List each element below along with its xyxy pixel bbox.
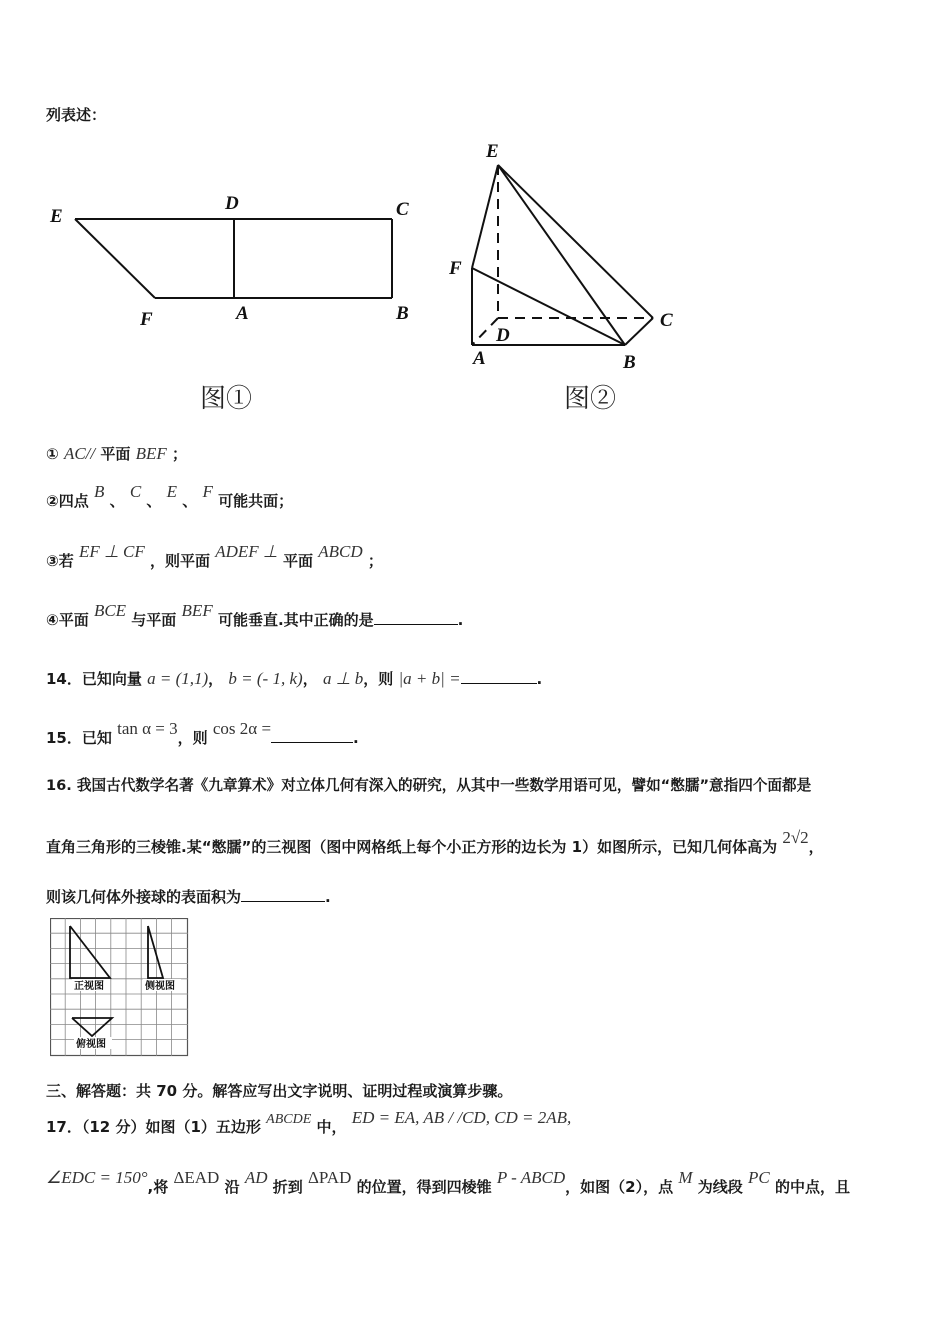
statement-3-num: ③ <box>46 552 59 570</box>
fig1-label-c: C <box>396 199 409 220</box>
fig2-label-b: B <box>623 352 636 373</box>
statement-4-text-3: 可能垂直.其中正确的是 <box>217 611 374 629</box>
q16-answer-blank <box>241 900 325 902</box>
statement-2-point-c: C <box>129 482 142 501</box>
fig2-label-a: A <box>473 348 486 369</box>
q14-sep-1: ， <box>208 670 224 688</box>
statement-4-text-2: 与平面 <box>131 611 177 629</box>
fig1-label-b: B <box>396 303 409 324</box>
q17-text-7: ，如图（2），点 <box>565 1178 674 1196</box>
statement-4-math-bce: BCE <box>93 601 127 620</box>
q17-line-2 <box>46 1168 850 1197</box>
fig2-edge-da-hidden <box>472 318 498 345</box>
side-view-label: 侧视图 <box>145 981 175 992</box>
q14-answer-blank <box>461 682 537 684</box>
statement-2-point-b: B <box>93 482 105 501</box>
fig1-label-e: E <box>50 206 63 227</box>
fig1-label-d: D <box>225 193 239 214</box>
statement-4-num: ④ <box>46 611 59 629</box>
q17-text-1: 如图（1）五边形 <box>145 1118 261 1136</box>
fig2-label-c: C <box>660 310 673 331</box>
q15-answer-blank <box>271 741 353 743</box>
q17-text-8: 为线段 <box>697 1178 743 1196</box>
fig2-label-f: F <box>449 258 462 279</box>
statement-3-end: ； <box>367 552 383 570</box>
q16-line-2-text: 直角三角形的三棱锥.某“憋臑”的三视图（图中网格纸上每个小正方形的边长为 1）如图所示，已知几何体高为 <box>46 838 778 856</box>
q17-text-4: 沿 <box>224 1178 240 1196</box>
fig1-label-a: A <box>236 303 249 324</box>
statement-3-math-ef-cf: EF ⊥ CF <box>78 542 145 561</box>
figure-2 <box>440 135 700 420</box>
front-view-label: 正视图 <box>74 981 104 992</box>
q17-math-pad: ΔPAD <box>307 1168 352 1187</box>
top-view-label: 俯视图 <box>76 1039 106 1050</box>
q14-math-norm: |a + b| = <box>398 669 461 688</box>
q17-math-pyramid: P - ABCD <box>496 1168 566 1187</box>
statement-2-sep-1: 、 <box>109 492 125 510</box>
fig1-edge-ef <box>75 219 155 298</box>
q17-math-pentagon: ABCDE <box>266 1112 312 1127</box>
intro-text: 列表述： <box>46 106 107 124</box>
statement-2-text: 四点 <box>58 492 89 510</box>
statement-2-point-e: E <box>166 482 178 501</box>
statement-2 <box>46 482 294 511</box>
statement-1-end: ； <box>171 445 187 463</box>
q14-text-2: ，则 <box>363 670 394 688</box>
q17-num: 17． <box>46 1118 82 1136</box>
statement-2-sep-3: 、 <box>182 492 198 510</box>
statement-4-text-1: 平面 <box>58 611 89 629</box>
statement-2-num: ② <box>46 492 59 510</box>
q17-text-9: 的中点，且 <box>774 1178 850 1196</box>
q14-num: 14． <box>46 670 82 688</box>
fig1-caption: 图① <box>200 384 253 413</box>
q17-text-6: 的位置，得到四棱锥 <box>356 1178 492 1196</box>
q15-text-1: 已知 <box>81 729 112 747</box>
q14-math-perp: a ⊥ b <box>322 669 364 688</box>
q16-line-2-end: ， <box>808 838 824 856</box>
statement-1 <box>46 443 187 464</box>
fig2-edge-bc <box>625 318 653 345</box>
question-15 <box>46 719 359 748</box>
q16-line-2 <box>46 828 824 857</box>
q17-text-5: 折到 <box>272 1178 303 1196</box>
statement-1-text: 平面 <box>100 445 131 463</box>
statement-3-text-3: 平面 <box>282 552 313 570</box>
q16-line-3 <box>46 886 331 907</box>
q17-line-1 <box>46 1108 572 1137</box>
statement-1-math-bef: BEF <box>135 444 167 463</box>
q15-num: 15． <box>46 729 82 747</box>
q14-sep-2: ， <box>302 670 318 688</box>
fig2-caption: 图② <box>564 384 617 413</box>
q15-math-tan: tan α = 3 <box>117 719 178 738</box>
q17-math-pc: PC <box>748 1168 770 1187</box>
statement-2-end: 可能共面； <box>218 492 294 510</box>
fig2-edge-ec <box>498 165 653 318</box>
q14-math-b: b = (- 1, k) <box>228 669 303 688</box>
statement-4-math-bef: BEF <box>181 601 213 620</box>
q17-math-ad: AD <box>244 1168 268 1187</box>
statement-3-text-2: ，则平面 <box>150 552 211 570</box>
q17-math-angle: ∠EDC = 150° <box>46 1168 148 1187</box>
q15-math-cos: cos 2α = <box>212 719 272 738</box>
question-14 <box>46 668 542 689</box>
statement-4-end: . <box>457 611 464 629</box>
figure-1 <box>40 185 440 420</box>
q14-end: . <box>536 670 543 688</box>
statement-2-point-f: F <box>202 482 213 501</box>
q17-text-3: ,将 <box>147 1178 169 1196</box>
q15-end: . <box>353 729 359 747</box>
q16-line-3-end: . <box>325 888 331 906</box>
q14-text-1: 已知向量 <box>81 670 142 688</box>
statement-2-sep-2: 、 <box>146 492 162 510</box>
section-3-heading: 三、解答题：共 70 分。解答应写出文字说明、证明过程或演算步骤。 <box>46 1082 513 1100</box>
q17-math-m: M <box>678 1168 693 1187</box>
q16-line-1: 16. 我国古代数学名著《九章算术》对立体几何有深入的研究，从其中一些数学用语可见，譬如“憋臑”意指四个面都是 <box>46 777 812 794</box>
q15-text-2: ，则 <box>177 729 208 747</box>
statement-3-math-abcd: ABCD <box>318 542 363 561</box>
q17-math-eadt: ΔEAD <box>173 1168 220 1187</box>
fig2-edge-fb <box>472 268 625 345</box>
q14-math-a: a = (1,1) <box>147 669 209 688</box>
q16-three-view-grid <box>50 918 190 1058</box>
q17-score: （12 分） <box>81 1118 146 1136</box>
statement-3 <box>46 542 383 571</box>
q16-line-3-text: 则该几何体外接球的表面积为 <box>46 888 242 906</box>
fig2-label-d: D <box>496 325 510 346</box>
fig2-label-e: E <box>486 141 499 162</box>
statement-4 <box>46 601 464 630</box>
statement-1-math-ac: AC// <box>63 444 96 463</box>
q17-math-conditions: ED = EA, AB / /CD, CD = 2AB, <box>351 1108 572 1127</box>
q17-text-2: 中， <box>316 1118 347 1136</box>
statement-3-math-adef: ADEF ⊥ <box>215 542 278 561</box>
fig2-edge-ef <box>472 165 498 268</box>
statement-1-num: ① <box>46 445 59 463</box>
fig1-label-f: F <box>140 309 153 330</box>
statement-4-answer-blank <box>374 623 458 625</box>
q16-height-expr: 2√2 <box>782 828 809 847</box>
statement-3-text-1: 若 <box>58 552 74 570</box>
